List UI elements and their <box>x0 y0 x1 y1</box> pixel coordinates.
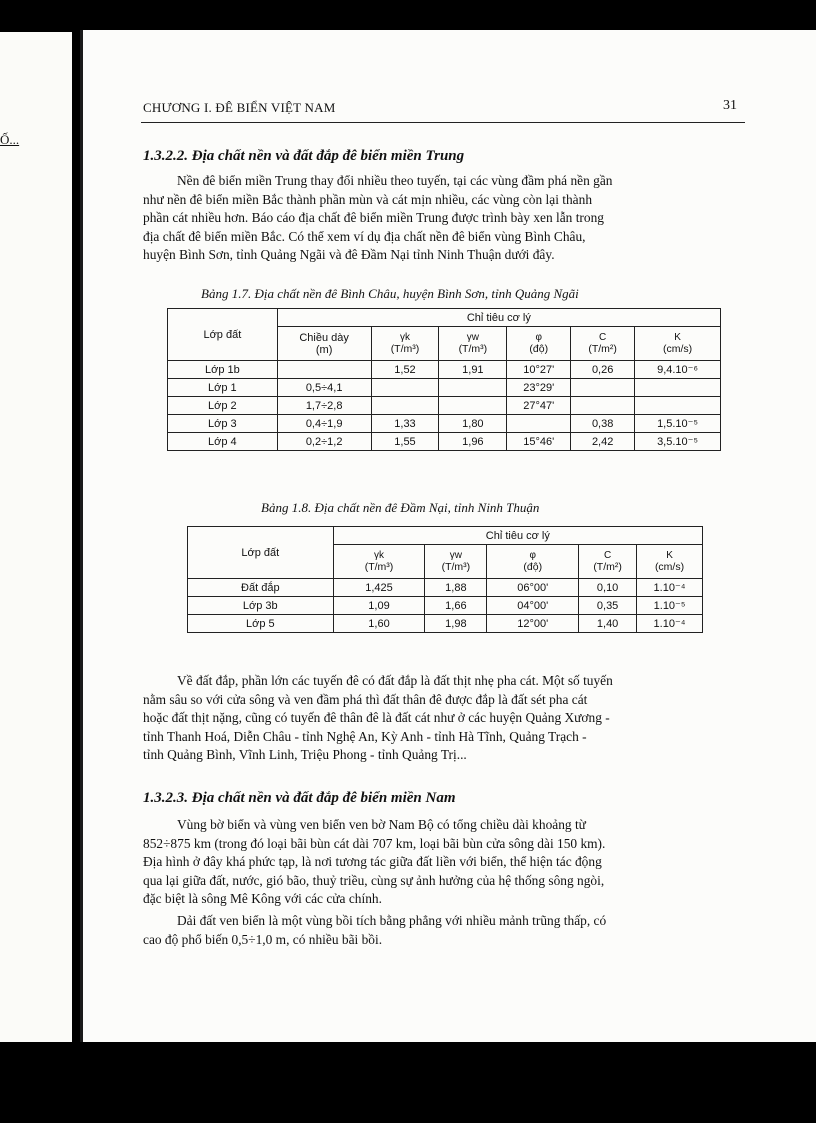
table-caption-1-7: Bảng 1.7. Địa chất nền đê Bình Châu, huyện Bình Sơn, tỉnh Quảng Ngãi <box>201 286 579 301</box>
table-row: Lớp 3b 1,09 1,66 04°00' 0,35 1.10⁻⁵ <box>188 597 703 615</box>
table-row: Lớp 5 1,60 1,98 12°00' 1,40 1.10⁻⁴ <box>188 615 703 633</box>
column-header: C (T/m²) <box>579 545 637 579</box>
book-page <box>80 30 816 1042</box>
paragraph-fill-material <box>143 672 743 765</box>
column-header: γk (T/m³) <box>371 327 439 361</box>
paragraph-south-1 <box>143 816 743 909</box>
text-line: Địa hình ở đây khá phức tạp, là nơi tương tác giữa đất liền với biển, thể hiện tác động <box>143 854 602 870</box>
table-row: Lớp 1 0,5÷4,1 23°29' <box>168 379 721 397</box>
group-header: Chỉ tiêu cơ lý <box>333 527 702 545</box>
scan-bottom-band <box>0 1042 816 1123</box>
column-header: K (cm/s) <box>637 545 703 579</box>
text-line: tỉnh Thanh Hoá, Diễn Châu - tỉnh Nghệ An, Kỳ Anh - tỉnh Hà Tĩnh, Quảng Trạch - <box>143 728 587 744</box>
text-line: Về đất đắp, phần lớn các tuyến đê có đất đắp là đất thịt nhẹ pha cát. Một số tuyến <box>177 673 613 688</box>
table-1-7 <box>167 308 721 451</box>
text-line: huyện Bình Sơn, tỉnh Quảng Ngãi và đê Đầm Nại tỉnh Ninh Thuận dưới đây. <box>143 247 555 263</box>
text-line: cao độ phổ biến 0,5÷1,0 m, có nhiều bãi bồi. <box>143 931 383 947</box>
table-row: Lớp 2 1,7÷2,8 27°47' <box>168 397 721 415</box>
paragraph-south-2 <box>143 912 743 949</box>
page-number: 31 <box>723 98 737 113</box>
text-line: Vùng bờ biển và vùng ven biển ven bờ Nam Bộ có tổng chiều dài khoảng từ <box>177 817 586 832</box>
column-header: C (T/m²) <box>571 327 635 361</box>
text-line: đặc biệt là sông Mê Kông với các cửa chính. <box>143 891 382 907</box>
text-line: qua lại giữa đất, nước, gió bão, thuỷ triều, cùng sự ảnh hưởng của hệ thống sông ngòi, <box>143 872 605 888</box>
text-line: tỉnh Quảng Bình, Vĩnh Linh, Triệu Phong - tỉnh Quảng Trị... <box>143 747 467 763</box>
column-header: Chiều dày (m) <box>277 327 371 361</box>
column-header: φ (độ) <box>507 327 571 361</box>
table-row: Lớp 1b 1,52 1,91 10°27' 0,26 9,4.10⁻⁶ <box>168 361 721 379</box>
table-row: Đất đắp 1,425 1,88 06°00' 0,10 1.10⁻⁴ <box>188 579 703 597</box>
text-line: địa chất đê biển miền Bắc. Có thể xem ví dụ địa chất nền đê biển vùng Bình Châu, <box>143 228 586 244</box>
column-header: γw (T/m³) <box>439 327 507 361</box>
column-header: K (cm/s) <box>635 327 721 361</box>
text-line: phần cát nhiều hơn. Báo cáo địa chất đê biển miền Trung được trình bày xen lẫn trong <box>143 210 604 226</box>
table-row: Lớp 4 0,2÷1,2 1,55 1,96 15°46' 2,42 3,5.10⁻⁵ <box>168 433 721 451</box>
group-header: Chỉ tiêu cơ lý <box>277 309 720 327</box>
table-row: Lớp 3 0,4÷1,9 1,33 1,80 0,38 1,5.10⁻⁵ <box>168 415 721 433</box>
column-header: γk (T/m³) <box>333 545 425 579</box>
layer-header: Lớp đất <box>188 527 334 579</box>
column-header: γw (T/m³) <box>425 545 487 579</box>
table-1-8 <box>187 526 703 633</box>
layer-header: Lớp đất <box>168 309 278 361</box>
adjacent-page-fragment: Ố... <box>0 132 20 147</box>
column-header: φ (độ) <box>487 545 579 579</box>
header-rule <box>141 122 745 123</box>
text-line: Dải đất ven biển là một vùng bồi tích bằng phẳng với nhiều mảnh trũng thấp, có <box>177 913 607 928</box>
text-line: Nền đê biển miền Trung thay đổi nhiều theo tuyến, tại các vùng đầm phá nền gần <box>177 173 613 188</box>
text-line: như nền đê biển miền Bắc thành phần mùn và cát mịn nhiều, các vùng còn lại thành <box>143 191 593 207</box>
chapter-header: CHƯƠNG I. ĐÊ BIỂN VIỆT NAM <box>143 100 336 115</box>
adjacent-page-edge <box>0 32 72 1042</box>
paragraph-central <box>143 172 743 265</box>
text-line: 852÷875 km (trong đó loại bãi bùn cát dài 707 km, loại bãi bùn cửa sông dài 150 km). <box>143 835 606 851</box>
table-caption-1-8: Bảng 1.8. Địa chất nền đê Đầm Nại, tỉnh Ninh Thuận <box>261 500 540 515</box>
section-heading-central: 1.3.2.2. Địa chất nền và đất đắp đê biển miền Trung <box>143 148 465 164</box>
section-heading-south: 1.3.2.3. Địa chất nền và đất đắp đê biển miền Nam <box>143 790 456 806</box>
text-line: hoặc đất thịt nặng, cũng có tuyến đê thân đê là đất cát như ở các huyện Quảng Xương - <box>143 710 610 726</box>
text-line: nằm sâu so với cửa sông và ven đầm phá thì đất thân đê được đắp là đất sét pha cát <box>143 691 588 707</box>
